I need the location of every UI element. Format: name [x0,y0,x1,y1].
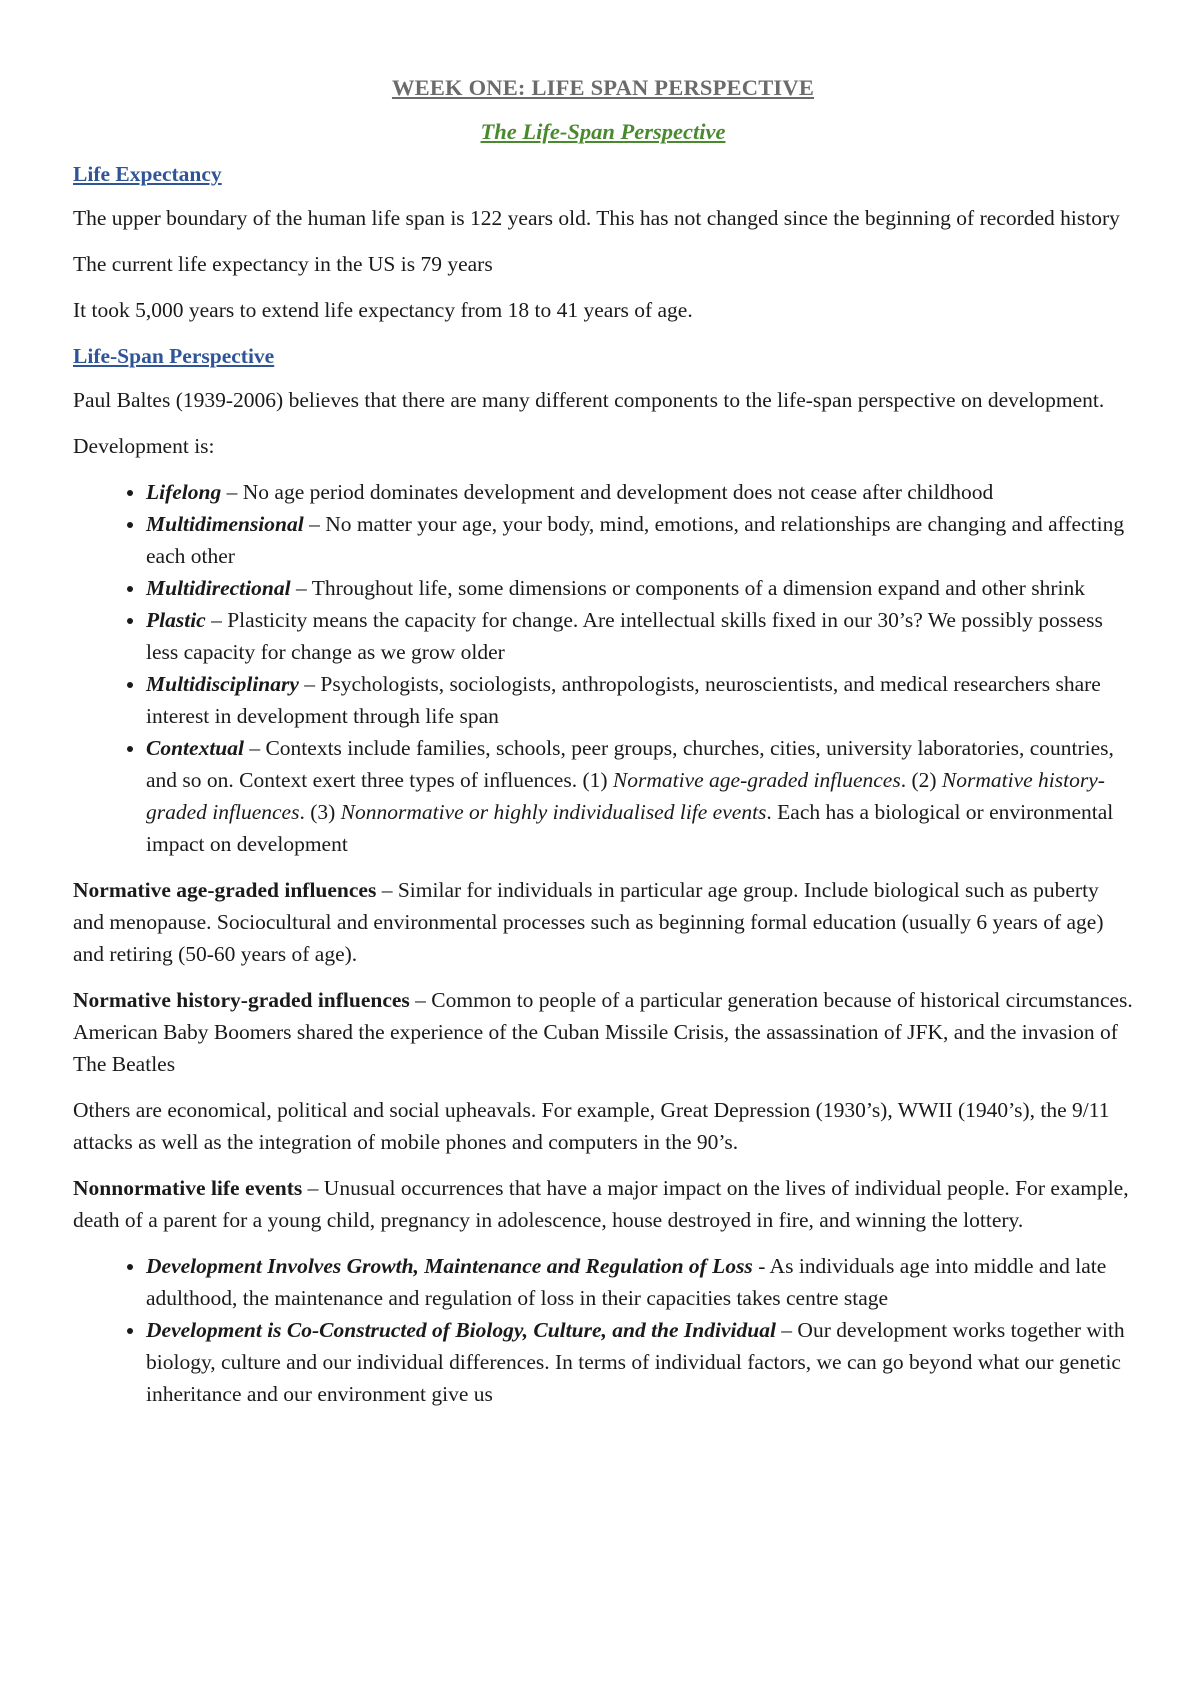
document-subtitle: The Life-Span Perspective [480,119,726,144]
separator: – [205,608,228,632]
term-nonnormative: Nonnormative life events [73,1176,303,1200]
paragraph-current-expectancy: The current life expectancy in the US is 79 years [73,252,493,276]
term-multidisciplinary: Multidisciplinary [146,672,299,696]
description-growth-maintenance: As individuals age into middle and late adulthood, the maintenance and regulation of loss in their capacities takes centre stage [146,1254,1107,1310]
paragraph-history-graded [73,984,1133,1080]
list-item-growth-maintenance [146,1250,1133,1314]
description-contextual-part4: . Each has a biological or environmental impact on development [146,800,1114,856]
term-history-graded: Normative history-graded influences [73,988,410,1012]
term-plastic: Plastic [146,608,206,632]
development-principles-list [73,1250,1133,1410]
development-characteristics-list [73,476,1133,860]
document-title: WEEK ONE: LIFE SPAN PERSPECTIVE [391,75,815,100]
list-item-co-constructed [146,1314,1133,1410]
description-multidimensional: No matter your age, your body, mind, emotions, and relationships are changing and affecting each other [146,512,1125,568]
separator: – [775,1318,798,1342]
separator: – [298,672,321,696]
separator: – [302,1176,324,1200]
list-item-lifelong [146,476,1133,508]
paragraph-baltes: Paul Baltes (1939-2006) believes that there are many different components to the life-span perspective on development. [73,388,1105,412]
description-nonnormative: Unusual occurrences that have a major impact on the lives of individual people. For example, death of a parent for a young child, pregnancy in adolescence, house destroyed in fire, and winning the lottery. [73,1176,1129,1232]
heading-life-expectancy: Life Expectancy [73,162,222,186]
paragraph-age-graded [73,874,1133,970]
list-item-contextual [146,732,1133,860]
separator: – [303,512,326,536]
paragraph-others: Others are economical, political and social upheavals. For example, Great Depression (1930’s), WWII (1940’s), the 9/11 attacks as well as the integration of mobile phones and computers in the 90’s. [73,1098,1110,1154]
description-contextual-part1: Contexts include families, schools, peer groups, churches, cities, university laboratories, countries, and so on. Context exert three types of influences. (1) [146,736,1114,792]
separator: – [221,480,243,504]
term-multidirectional: Multidirectional [146,576,291,600]
term-multidimensional: Multidimensional [146,512,304,536]
description-contextual-part3: . (3) [299,800,341,824]
list-item-multidisciplinary [146,668,1133,732]
list-item-multidirectional [146,572,1133,604]
separator: - [752,1254,770,1278]
term-age-graded: Normative age-graded influences [73,878,377,902]
heading-life-span-perspective: Life-Span Perspective [73,344,275,368]
term-contextual: Contextual [146,736,244,760]
description-multidisciplinary: Psychologists, sociologists, anthropologists, neuroscientists, and medical researchers share interest in development through life span [146,672,1101,728]
separator: – [243,736,266,760]
term-co-constructed: Development is Co-Constructed of Biology, Culture, and the Individual [146,1318,776,1342]
description-history-graded: Common to people of a particular generation because of historical circumstances. American Baby Boomers shared the experience of the Cuban Missile Crisis, the assassination of JFK, and the invasion of The Beatles [73,988,1133,1076]
separator: – [409,988,432,1012]
list-item-plastic [146,604,1133,668]
description-lifelong: No age period dominates development and development does not cease after childhood [242,480,994,504]
document-page [73,72,1133,1424]
description-multidirectional: Throughout life, some dimensions or components of a dimension expand and other shrink [311,576,1085,600]
separator: – [290,576,312,600]
paragraph-nonnormative [73,1172,1133,1236]
description-age-graded: Similar for individuals in particular age group. Include biological such as puberty and menopause. Sociocultural and environmental processes such as beginning formal education (usually 6 years of age) and retiring (50-60 years of age). [73,878,1104,966]
italic-nonnormative: Nonnormative or highly individualised life events [340,800,767,824]
term-growth-maintenance: Development Involves Growth, Maintenance and Regulation of Loss [146,1254,753,1278]
description-plastic: Plasticity means the capacity for change. Are intellectual skills fixed in our 30’s? We possibly possess less capacity for change as we grow older [146,608,1103,664]
italic-age-graded: Normative age-graded influences [612,768,901,792]
description-co-constructed: Our development works together with biology, culture and our individual differences. In terms of individual factors, we can go beyond what our genetic inheritance and our environment give us [146,1318,1125,1406]
paragraph-extension: It took 5,000 years to extend life expectancy from 18 to 41 years of age. [73,298,693,322]
italic-history-graded: Normative history-graded influences [146,768,1105,824]
term-lifelong: Lifelong [146,480,222,504]
list-item-multidimensional [146,508,1133,572]
separator: – [376,878,398,902]
description-contextual-part2: . (2) [900,768,942,792]
paragraph-upper-boundary: The upper boundary of the human life span is 122 years old. This has not changed since the beginning of recorded history [73,206,1120,230]
paragraph-development-is: Development is: [73,434,215,458]
